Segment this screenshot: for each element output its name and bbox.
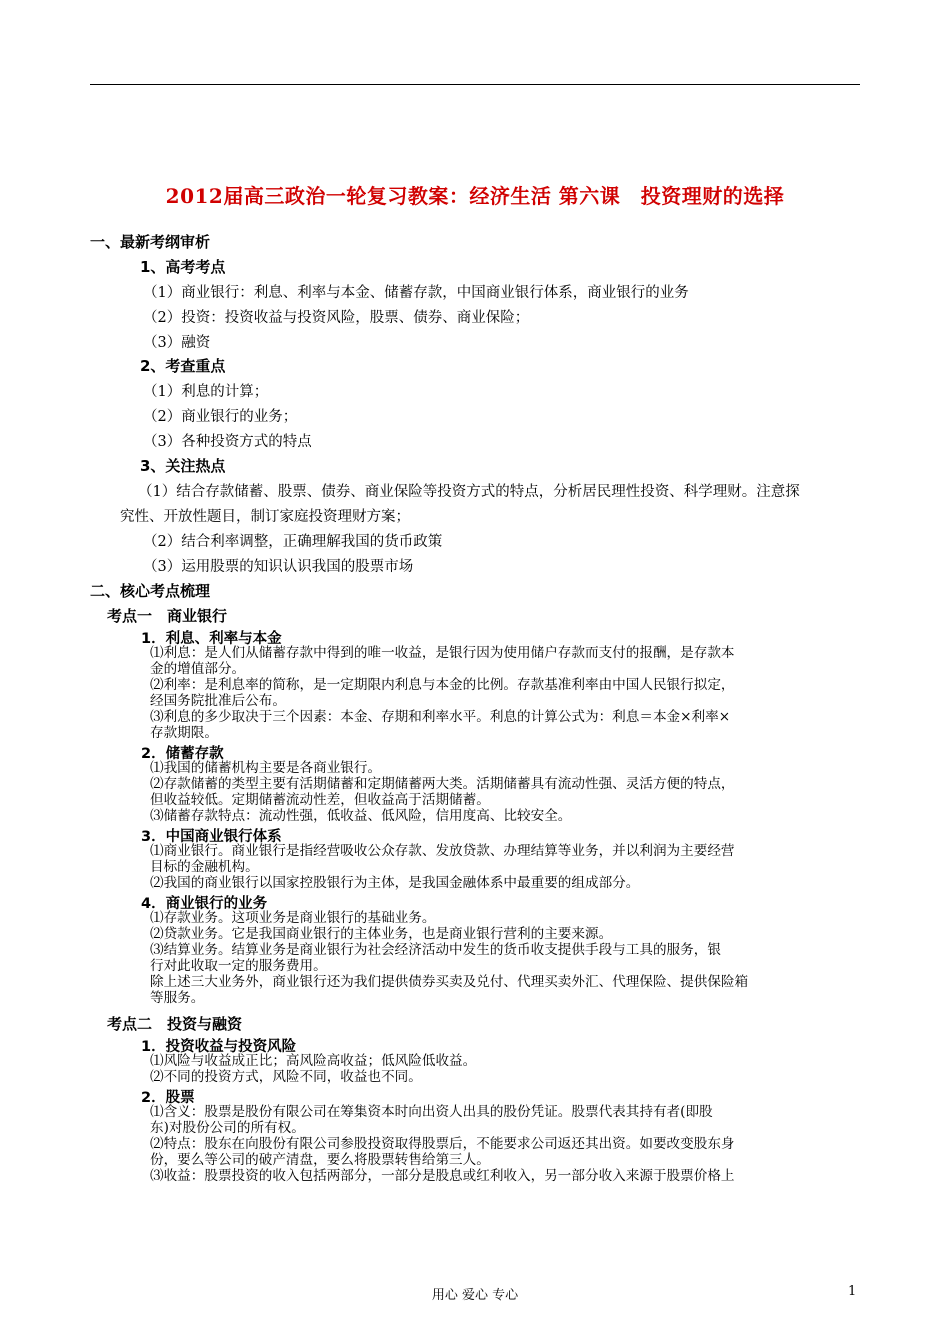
- document-title: 2012届高三政治一轮复习教案：经济生活 第六课 投资理财的选择: [165, 184, 785, 208]
- paragraph-line: ⑵利率：是利息率的简称，是一定期限内利息与本金的比例。存款基准利率由中国人民银行拟定，: [150, 677, 735, 693]
- list-item: （1）利息的计算；: [143, 384, 269, 400]
- paragraph-line: 除上述三大业务外，商业银行还为我们提供债券买卖及兑付、代理买卖外汇、代理保险、提供保险箱: [150, 974, 749, 990]
- paragraph-line: 但收益较低。定期储蓄流动性差，但收益高于活期储蓄。: [150, 792, 490, 808]
- paragraph-line: 存款期限。: [150, 725, 218, 741]
- page-footer: 用心 爱心 专心: [431, 1288, 519, 1303]
- topic-heading: 考点二 投资与融资: [107, 1015, 243, 1033]
- header-rule: [90, 84, 860, 85]
- subsection-heading: 3、关注热点: [140, 457, 226, 475]
- paragraph-line: ⑵贷款业务。它是我国商业银行的主体业务，也是商业银行营利的主要来源。: [150, 926, 613, 942]
- list-item-continuation: 究性、开放性题目，制订家庭投资理财方案；: [120, 509, 410, 525]
- point-heading: 3．中国商业银行体系: [141, 829, 282, 845]
- paragraph-line: 份，要么等公司的破产清盘，要么将股票转售给第三人。: [150, 1152, 490, 1168]
- list-item: （3）融资: [143, 335, 211, 351]
- paragraph-line: ⑶结算业务。结算业务是商业银行为社会经济活动中发生的货币收支提供手段与工具的服务，银: [150, 942, 721, 958]
- paragraph-line: ⑴利息：是人们从储蓄存款中得到的唯一收益，是银行因为使用储户存款而支付的报酬，是存款本: [150, 645, 735, 661]
- point-heading: 1．投资收益与投资风险: [141, 1039, 297, 1055]
- paragraph-line: ⑴商业银行。商业银行是指经营吸收公众存款、发放贷款、办理结算等业务，并以利润为主要经营: [150, 843, 735, 859]
- paragraph-line: ⑴存款业务。这项业务是商业银行的基础业务。: [150, 910, 436, 926]
- subsection-heading: 2、考查重点: [140, 357, 226, 375]
- paragraph-line: ⑶储蓄存款特点：流动性强，低收益、低风险，信用度高、比较安全。: [150, 808, 572, 824]
- paragraph-line: ⑴含义：股票是股份有限公司在筹集资本时向出资人出具的股份凭证。股票代表其持有者(即股: [150, 1104, 713, 1120]
- list-item: （3）运用股票的知识认识我国的股票市场: [143, 559, 414, 575]
- paragraph-line: ⑶收益：股票投资的收入包括两部分，一部分是股息或红利收入，另一部分收入来源于股票价格上: [150, 1168, 735, 1184]
- point-heading: 2．储蓄存款: [141, 746, 224, 762]
- paragraph-line: 等服务。: [150, 990, 205, 1006]
- subsection-heading: 1、高考考点: [140, 258, 226, 276]
- paragraph-line: ⑵特点：股东在向股份有限公司参股投资取得股票后，不能要求公司返还其出资。如要改变股东身: [150, 1136, 735, 1152]
- point-heading: 1．利息、利率与本金: [141, 631, 282, 647]
- list-item: （3）各种投资方式的特点: [143, 434, 312, 450]
- list-item: （2）商业银行的业务；: [143, 409, 298, 425]
- list-item: （1）商业银行：利息、利率与本金、储蓄存款，中国商业银行体系，商业银行的业务: [143, 285, 689, 301]
- list-item: （1）结合存款储蓄、股票、债券、商业保险等投资方式的特点，分析居民理性投资、科学理财。注意探: [138, 484, 800, 500]
- list-item: （2）结合利率调整，正确理解我国的货币政策: [143, 534, 443, 550]
- section-heading: 二、核心考点梳理: [90, 582, 211, 600]
- paragraph-line: ⑵不同的投资方式，风险不同，收益也不同。: [150, 1069, 422, 1085]
- paragraph-line: 金的增值部分。: [150, 661, 246, 677]
- list-item: （2）投资：投资收益与投资风险，股票、债券、商业保险；: [143, 310, 530, 326]
- paragraph-line: ⑶利息的多少取决于三个因素：本金、存期和利率水平。利息的计算公式为：利息＝本金×利率×: [150, 709, 731, 725]
- point-heading: 2．股票: [141, 1090, 195, 1106]
- paragraph-line: 东)对股份公司的所有权。: [150, 1120, 305, 1136]
- paragraph-line: 经国务院批准后公布。: [150, 693, 286, 709]
- section-heading: 一、最新考纲审析: [90, 233, 211, 251]
- paragraph-line: ⑴风险与收益成正比；高风险高收益；低风险低收益。: [150, 1053, 477, 1069]
- paragraph-line: ⑴我国的储蓄机构主要是各商业银行。: [150, 760, 382, 776]
- point-heading: 4．商业银行的业务: [141, 896, 268, 912]
- page-number: 1: [848, 1284, 857, 1299]
- paragraph-line: 行对此收取一定的服务费用。: [150, 958, 327, 974]
- paragraph-line: ⑵我国的商业银行以国家控股银行为主体，是我国金融体系中最重要的组成部分。: [150, 875, 640, 891]
- paragraph-line: ⑵存款储蓄的类型主要有活期储蓄和定期储蓄两大类。活期储蓄具有流动性强、灵活方便的特点，: [150, 776, 735, 792]
- topic-heading: 考点一 商业银行: [107, 607, 228, 625]
- paragraph-line: 目标的金融机构。: [150, 859, 259, 875]
